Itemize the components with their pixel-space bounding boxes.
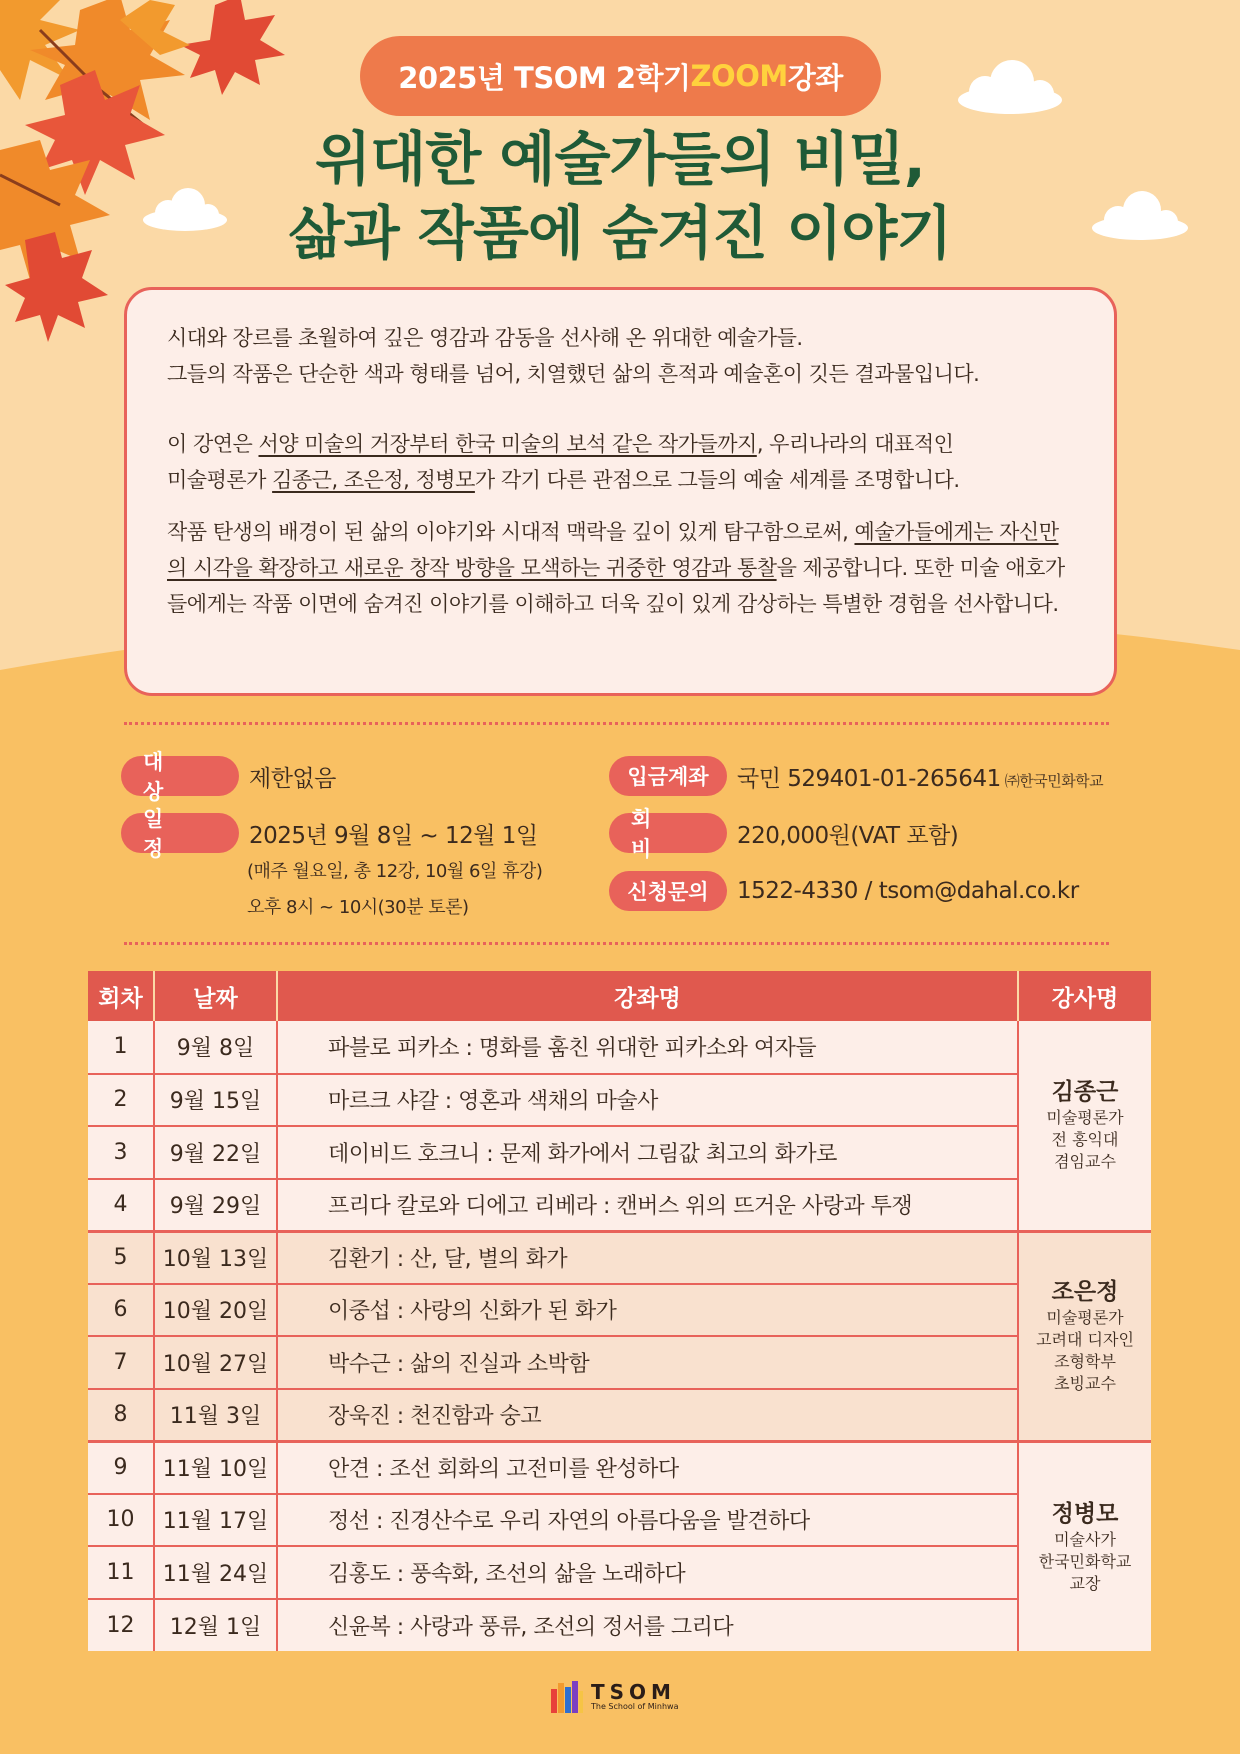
tsom-logo-name: TSOM: [591, 1680, 676, 1704]
intro-p2-underline-2: 김종근, 조은정, 정병모: [272, 468, 475, 492]
session-title: 데이비드 호크니 : 문제 화가에서 그림값 최고의 화가로: [277, 1126, 1018, 1179]
intro-p1-line1: 시대와 장르를 초월하여 깊은 영감과 감동을 선사해 온 위대한 예술가들.: [167, 326, 803, 350]
session-date: 9월 29일: [154, 1179, 277, 1232]
intro-p3-underline: 예술가들에게는 자신만의 시각을 확장하고 새로운 창작 방향을 모색하는 귀중한 영감과 통찰: [167, 520, 1059, 580]
table-row: [88, 1231, 1151, 1284]
tsom-logo-text: [591, 1682, 679, 1712]
session-number: 6: [88, 1284, 154, 1337]
divider-bottom: [124, 942, 1109, 945]
table-row: [88, 1021, 1151, 1074]
session-date: 9월 8일: [154, 1021, 277, 1074]
session-number: 9: [88, 1441, 154, 1494]
info-contact-label: 신청문의: [609, 871, 727, 911]
session-date: 9월 15일: [154, 1074, 277, 1127]
lecturer-name: 조은정: [1051, 1279, 1119, 1305]
session-title: 박수근 : 삶의 진실과 소박함: [277, 1336, 1018, 1389]
lecturer-info: 미술평론가 전 홍익대 겸임교수: [1046, 1108, 1124, 1172]
info-schedule-label: 일 정: [121, 813, 239, 853]
session-number: 11: [88, 1546, 154, 1599]
lecturer-name: 정병모: [1051, 1500, 1119, 1527]
lecturer-name: 김종근: [1051, 1079, 1119, 1106]
info-fee-value: 220,000원(VAT 포함): [737, 822, 959, 849]
info-schedule-note1: (매주 월요일, 총 12강, 10월 6일 휴강): [247, 861, 543, 882]
table-row: [88, 1494, 1151, 1547]
session-date: 11월 17일: [154, 1494, 277, 1547]
info-target-value: 제한없음: [249, 765, 336, 792]
session-title: 이중섭 : 사랑의 신화가 된 화가: [277, 1284, 1018, 1337]
lecturer-cell: [1018, 1021, 1151, 1231]
info-account: [609, 756, 1103, 796]
lecturer-info: 미술사가 한국민화학교 교장: [1038, 1529, 1132, 1593]
session-title: 프리다 칼로와 디에고 리베라 : 캔버스 위의 뜨거운 사랑과 투쟁: [277, 1179, 1018, 1232]
page-title-line1: 위대한 예술가들의 비밀,: [315, 125, 925, 193]
table-row: [88, 1389, 1151, 1442]
tsom-logo-icon: [549, 1679, 585, 1715]
info-target-label: 대 상: [121, 756, 239, 796]
session-date: 10월 20일: [154, 1284, 277, 1337]
session-date: 11월 3일: [154, 1389, 277, 1442]
session-date: 12월 1일: [154, 1599, 277, 1652]
session-title: 김환기 : 산, 달, 별의 화가: [277, 1231, 1018, 1284]
divider-top: [124, 722, 1109, 725]
header-session: 회차: [88, 971, 154, 1021]
info-schedule: [121, 807, 538, 861]
table-row: [88, 1599, 1151, 1652]
table-row: [88, 1126, 1151, 1179]
lecturer-cell: [1018, 1231, 1151, 1441]
session-title: 파블로 피카소 : 명화를 훔친 위대한 피카소와 여자들: [277, 1021, 1018, 1074]
info-schedule-note2: 오후 8시 ~ 10시(30분 토론): [247, 897, 469, 918]
info-schedule-value: 2025년 9월 8일 ~ 12월 1일: [249, 822, 538, 849]
session-title: 신윤복 : 사랑과 풍류, 조선의 정서를 그리다: [277, 1599, 1018, 1652]
intro-paragraph-3: [167, 514, 1074, 622]
info-fee-label: 회 비: [609, 813, 727, 853]
tsom-logo-subtitle: The School of Minhwa: [591, 1702, 679, 1711]
table-row: [88, 1074, 1151, 1127]
schedule-header-row: [88, 971, 1151, 1021]
schedule-table: [88, 971, 1151, 1651]
lecturer-info: 미술평론가 고려대 디자인 조형학부 초빙교수: [1036, 1308, 1134, 1393]
course-badge: [360, 36, 881, 116]
session-number: 4: [88, 1179, 154, 1232]
session-title: 마르크 샤갈 : 영혼과 색채의 마술사: [277, 1074, 1018, 1127]
lecturer-cell: [1018, 1441, 1151, 1651]
session-number: 1: [88, 1021, 154, 1074]
intro-p1-line2: 그들의 작품은 단순한 색과 형태를 넘어, 치열했던 삶의 흔적과 예술혼이 깃든 결과물입니다.: [167, 362, 980, 386]
table-row: [88, 1336, 1151, 1389]
tsom-logo: [549, 1679, 679, 1715]
session-number: 5: [88, 1231, 154, 1284]
session-date: 10월 27일: [154, 1336, 277, 1389]
page-title: [0, 122, 1240, 270]
session-date: 11월 10일: [154, 1441, 277, 1494]
table-row: [88, 1179, 1151, 1232]
table-row: [88, 1546, 1151, 1599]
intro-p2-text-c: 미술평론가: [167, 468, 273, 492]
intro-p2-text-d: 가 각기 다른 관점으로 그들의 예술 세계를 조명합니다.: [474, 468, 960, 492]
intro-p2-text-a: 이 강연은: [167, 432, 259, 456]
session-number: 2: [88, 1074, 154, 1127]
session-date: 11월 24일: [154, 1546, 277, 1599]
info-account-label: 입금계좌: [609, 756, 727, 796]
session-title: 정선 : 진경산수로 우리 자연의 아름다움을 발견하다: [277, 1494, 1018, 1547]
header-date: 날짜: [154, 971, 277, 1021]
intro-p2-underline-1: 서양 미술의 거장부터 한국 미술의 보석 같은 작가들까지: [258, 432, 757, 456]
session-title: 김홍도 : 풍속화, 조선의 삶을 노래하다: [277, 1546, 1018, 1599]
course-badge-suffix: 강좌: [787, 60, 843, 95]
session-title: 안견 : 조선 회화의 고전미를 완성하다: [277, 1441, 1018, 1494]
info-account-holder: ㈜한국민화학교: [1004, 771, 1104, 790]
info-account-value: [737, 760, 1103, 793]
info-contact: [609, 871, 1079, 911]
session-number: 10: [88, 1494, 154, 1547]
intro-p3-text-a: 작품 탄생의 배경이 된 삶의 이야기와 시대적 맥락을 깊이 있게 탐구함으로써,: [167, 520, 855, 544]
intro-p2-text-b: , 우리나라의 대표적인: [756, 432, 954, 456]
session-number: 7: [88, 1336, 154, 1389]
info-contact-value: 1522-4330 / tsom@dahal.co.kr: [737, 878, 1079, 904]
session-date: 10월 13일: [154, 1231, 277, 1284]
intro-paragraph-1: [167, 320, 1074, 392]
intro-paragraph-2: [167, 426, 1074, 498]
session-number: 8: [88, 1389, 154, 1442]
table-row: [88, 1284, 1151, 1337]
session-number: 12: [88, 1599, 154, 1652]
info-target: [121, 750, 336, 804]
header-course-title: 강좌명: [277, 971, 1018, 1021]
intro-box: [124, 287, 1117, 696]
info-account-number: 국민 529401-01-265641: [737, 765, 1001, 792]
course-badge-zoom: ZOOM: [690, 59, 788, 93]
intro-p3-text-b: 을 제공합니다. 또한 미술 애호가들에게는 작품 이면에 숨겨진 이야기를 이해하고 더욱 깊이 있게 감상하는 특별한 경험을 선사합니다.: [167, 556, 1065, 616]
page-title-line2: 삶과 작품에 숨겨진 이야기: [288, 199, 952, 267]
session-title: 장욱진 : 천진함과 숭고: [277, 1389, 1018, 1442]
header-lecturer: 강사명: [1018, 971, 1151, 1021]
session-number: 3: [88, 1126, 154, 1179]
info-fee: [609, 807, 959, 861]
course-badge-prefix: 2025년 TSOM 2학기: [398, 60, 691, 95]
table-row: [88, 1441, 1151, 1494]
session-date: 9월 22일: [154, 1126, 277, 1179]
